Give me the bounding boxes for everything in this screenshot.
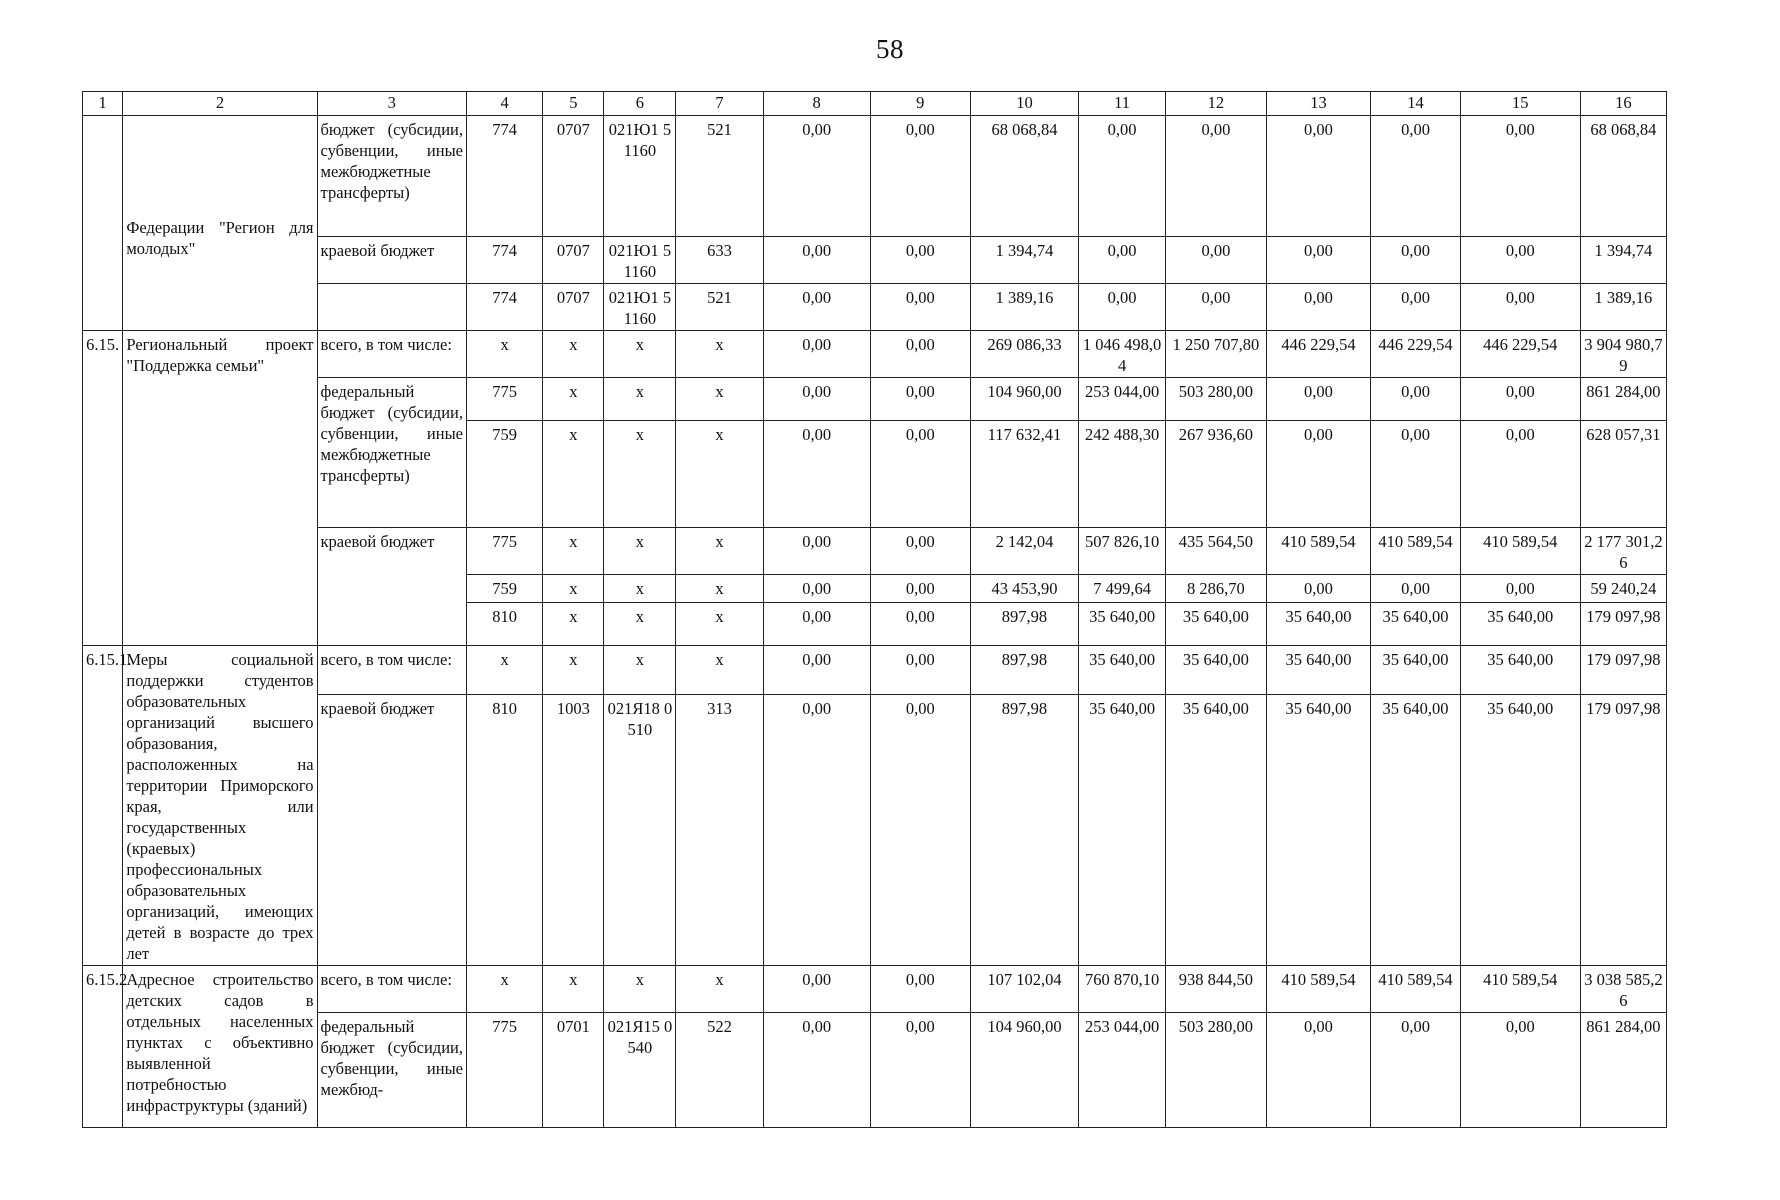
cell-c4: x bbox=[466, 966, 542, 1013]
cell-c6: x bbox=[604, 528, 676, 575]
row-index bbox=[83, 116, 123, 331]
cell-c12: 503 280,00 bbox=[1166, 1013, 1266, 1128]
cell-c8: 0,00 bbox=[763, 331, 870, 378]
cell-c14: 410 589,54 bbox=[1371, 966, 1460, 1013]
column-header: 4 bbox=[466, 92, 542, 116]
cell-c10: 269 086,33 bbox=[970, 331, 1078, 378]
funding-source: всего, в том числе: bbox=[317, 331, 466, 378]
cell-c12: 35 640,00 bbox=[1166, 646, 1266, 695]
cell-c16: 179 097,98 bbox=[1580, 695, 1666, 966]
cell-c15: 35 640,00 bbox=[1460, 603, 1580, 646]
cell-c15: 0,00 bbox=[1460, 575, 1580, 603]
cell-c6: 021Ю1 51160 bbox=[604, 237, 676, 284]
cell-c5: x bbox=[543, 646, 604, 695]
cell-c11: 35 640,00 bbox=[1078, 603, 1165, 646]
cell-c7: x bbox=[676, 966, 763, 1013]
cell-c5: 0707 bbox=[543, 116, 604, 237]
column-header: 9 bbox=[870, 92, 970, 116]
cell-c16: 628 057,31 bbox=[1580, 421, 1666, 528]
cell-c5: x bbox=[543, 331, 604, 378]
table-row bbox=[83, 695, 1667, 966]
cell-c14: 410 589,54 bbox=[1371, 528, 1460, 575]
cell-c11: 0,00 bbox=[1078, 237, 1165, 284]
cell-c16: 3 904 980,79 bbox=[1580, 331, 1666, 378]
cell-c11: 760 870,10 bbox=[1078, 966, 1165, 1013]
funding-source: федеральный бюджет (субсидии, субвенции, иные межбюд- bbox=[317, 1013, 466, 1128]
cell-c13: 446 229,54 bbox=[1266, 331, 1371, 378]
cell-c15: 446 229,54 bbox=[1460, 331, 1580, 378]
cell-c4: x bbox=[466, 646, 542, 695]
cell-c8: 0,00 bbox=[763, 421, 870, 528]
cell-c12: 435 564,50 bbox=[1166, 528, 1266, 575]
cell-c16: 2 177 301,26 bbox=[1580, 528, 1666, 575]
cell-c16: 861 284,00 bbox=[1580, 378, 1666, 421]
table-row bbox=[83, 966, 1667, 1013]
cell-c13: 0,00 bbox=[1266, 1013, 1371, 1128]
cell-c11: 7 499,64 bbox=[1078, 575, 1165, 603]
cell-c14: 0,00 bbox=[1371, 575, 1460, 603]
funding-source: краевой бюджет bbox=[317, 528, 466, 646]
cell-c12: 267 936,60 bbox=[1166, 421, 1266, 528]
cell-c9: 0,00 bbox=[870, 421, 970, 528]
cell-c12: 35 640,00 bbox=[1166, 695, 1266, 966]
cell-c5: 0707 bbox=[543, 237, 604, 284]
cell-c15: 0,00 bbox=[1460, 284, 1580, 331]
cell-c14: 0,00 bbox=[1371, 378, 1460, 421]
cell-c7: 313 bbox=[676, 695, 763, 966]
cell-c6: x bbox=[604, 603, 676, 646]
cell-c11: 242 488,30 bbox=[1078, 421, 1165, 528]
cell-c9: 0,00 bbox=[870, 1013, 970, 1128]
cell-c6: x bbox=[604, 646, 676, 695]
cell-c8: 0,00 bbox=[763, 603, 870, 646]
cell-c8: 0,00 bbox=[763, 528, 870, 575]
cell-c12: 1 250 707,80 bbox=[1166, 331, 1266, 378]
cell-c14: 0,00 bbox=[1371, 116, 1460, 237]
cell-c4: 775 bbox=[466, 528, 542, 575]
cell-c13: 0,00 bbox=[1266, 237, 1371, 284]
cell-c15: 410 589,54 bbox=[1460, 966, 1580, 1013]
cell-c10: 68 068,84 bbox=[970, 116, 1078, 237]
cell-c7: x bbox=[676, 378, 763, 421]
cell-c16: 1 394,74 bbox=[1580, 237, 1666, 284]
cell-c9: 0,00 bbox=[870, 695, 970, 966]
cell-c15: 0,00 bbox=[1460, 116, 1580, 237]
cell-c12: 35 640,00 bbox=[1166, 603, 1266, 646]
cell-c9: 0,00 bbox=[870, 284, 970, 331]
table-row bbox=[83, 331, 1667, 378]
cell-c9: 0,00 bbox=[870, 966, 970, 1013]
cell-c6: x bbox=[604, 378, 676, 421]
cell-c12: 0,00 bbox=[1166, 284, 1266, 331]
cell-c4: 774 bbox=[466, 237, 542, 284]
cell-c7: x bbox=[676, 603, 763, 646]
cell-c8: 0,00 bbox=[763, 378, 870, 421]
cell-c8: 0,00 bbox=[763, 237, 870, 284]
column-header: 14 bbox=[1371, 92, 1460, 116]
row-name: Меры социальной поддержки студентов образовательных организаций высшего образования, расположенных на территории Приморского края, или государственных (краевых) профессиональных образовательных организаций, имеющих детей в возрасте до трех лет bbox=[123, 646, 317, 966]
cell-c8: 0,00 bbox=[763, 695, 870, 966]
cell-c9: 0,00 bbox=[870, 528, 970, 575]
cell-c5: x bbox=[543, 528, 604, 575]
column-header: 10 bbox=[970, 92, 1078, 116]
cell-c12: 503 280,00 bbox=[1166, 378, 1266, 421]
table-row bbox=[83, 1013, 1667, 1128]
cell-c5: 1003 bbox=[543, 695, 604, 966]
cell-c8: 0,00 bbox=[763, 1013, 870, 1128]
row-name: Федерации "Регион для молодых" bbox=[123, 116, 317, 331]
cell-c5: 0707 bbox=[543, 284, 604, 331]
cell-c5: x bbox=[543, 966, 604, 1013]
column-header: 2 bbox=[123, 92, 317, 116]
cell-c16: 59 240,24 bbox=[1580, 575, 1666, 603]
cell-c16: 861 284,00 bbox=[1580, 1013, 1666, 1128]
cell-c15: 35 640,00 bbox=[1460, 695, 1580, 966]
cell-c14: 35 640,00 bbox=[1371, 695, 1460, 966]
cell-c10: 897,98 bbox=[970, 646, 1078, 695]
cell-c10: 1 389,16 bbox=[970, 284, 1078, 331]
cell-c10: 897,98 bbox=[970, 603, 1078, 646]
cell-c13: 0,00 bbox=[1266, 378, 1371, 421]
cell-c10: 104 960,00 bbox=[970, 1013, 1078, 1128]
cell-c5: 0701 bbox=[543, 1013, 604, 1128]
cell-c13: 0,00 bbox=[1266, 284, 1371, 331]
cell-c13: 35 640,00 bbox=[1266, 603, 1371, 646]
cell-c13: 410 589,54 bbox=[1266, 528, 1371, 575]
cell-c15: 0,00 bbox=[1460, 421, 1580, 528]
cell-c10: 117 632,41 bbox=[970, 421, 1078, 528]
row-index: 6.15.1. bbox=[83, 646, 123, 966]
cell-c10: 43 453,90 bbox=[970, 575, 1078, 603]
cell-c5: x bbox=[543, 575, 604, 603]
cell-c15: 0,00 bbox=[1460, 378, 1580, 421]
cell-c7: x bbox=[676, 528, 763, 575]
cell-c11: 35 640,00 bbox=[1078, 695, 1165, 966]
table-row bbox=[83, 528, 1667, 575]
budget-table bbox=[82, 91, 1667, 1128]
cell-c7: 521 bbox=[676, 284, 763, 331]
column-header: 16 bbox=[1580, 92, 1666, 116]
funding-source: всего, в том числе: bbox=[317, 966, 466, 1013]
cell-c16: 179 097,98 bbox=[1580, 603, 1666, 646]
cell-c11: 1 046 498,04 bbox=[1078, 331, 1165, 378]
cell-c12: 0,00 bbox=[1166, 237, 1266, 284]
cell-c13: 35 640,00 bbox=[1266, 695, 1371, 966]
table-row bbox=[83, 116, 1667, 237]
cell-c9: 0,00 bbox=[870, 378, 970, 421]
cell-c4: 774 bbox=[466, 284, 542, 331]
cell-c4: 810 bbox=[466, 695, 542, 966]
funding-source: краевой бюджет bbox=[317, 237, 466, 284]
cell-c11: 253 044,00 bbox=[1078, 378, 1165, 421]
cell-c16: 179 097,98 bbox=[1580, 646, 1666, 695]
column-header: 11 bbox=[1078, 92, 1165, 116]
cell-c16: 68 068,84 bbox=[1580, 116, 1666, 237]
cell-c4: 759 bbox=[466, 421, 542, 528]
cell-c16: 1 389,16 bbox=[1580, 284, 1666, 331]
column-header: 15 bbox=[1460, 92, 1580, 116]
cell-c6: x bbox=[604, 421, 676, 528]
cell-c9: 0,00 bbox=[870, 646, 970, 695]
cell-c10: 2 142,04 bbox=[970, 528, 1078, 575]
cell-c15: 410 589,54 bbox=[1460, 528, 1580, 575]
cell-c11: 35 640,00 bbox=[1078, 646, 1165, 695]
cell-c9: 0,00 bbox=[870, 603, 970, 646]
cell-c9: 0,00 bbox=[870, 237, 970, 284]
column-header: 6 bbox=[604, 92, 676, 116]
cell-c6: x bbox=[604, 966, 676, 1013]
cell-c4: 775 bbox=[466, 1013, 542, 1128]
cell-c14: 0,00 bbox=[1371, 421, 1460, 528]
cell-c10: 107 102,04 bbox=[970, 966, 1078, 1013]
cell-c11: 0,00 bbox=[1078, 284, 1165, 331]
page-number: 58 bbox=[876, 34, 904, 64]
row-index: 6.15.2 bbox=[83, 966, 123, 1128]
row-index: 6.15. bbox=[83, 331, 123, 646]
cell-c8: 0,00 bbox=[763, 284, 870, 331]
cell-c4: 810 bbox=[466, 603, 542, 646]
cell-c11: 507 826,10 bbox=[1078, 528, 1165, 575]
cell-c11: 253 044,00 bbox=[1078, 1013, 1165, 1128]
cell-c15: 35 640,00 bbox=[1460, 646, 1580, 695]
cell-c13: 0,00 bbox=[1266, 575, 1371, 603]
column-header: 1 bbox=[83, 92, 123, 116]
cell-c7: 522 bbox=[676, 1013, 763, 1128]
funding-source: бюджет (субсидии, субвенции, иные межбюджетные трансферты) bbox=[317, 116, 466, 237]
cell-c7: x bbox=[676, 421, 763, 528]
cell-c5: x bbox=[543, 378, 604, 421]
cell-c14: 35 640,00 bbox=[1371, 646, 1460, 695]
cell-c4: 775 bbox=[466, 378, 542, 421]
cell-c7: x bbox=[676, 575, 763, 603]
cell-c13: 0,00 bbox=[1266, 421, 1371, 528]
table-row bbox=[83, 378, 1667, 421]
cell-c15: 0,00 bbox=[1460, 1013, 1580, 1128]
cell-c15: 0,00 bbox=[1460, 237, 1580, 284]
cell-c14: 35 640,00 bbox=[1371, 603, 1460, 646]
cell-c7: 521 bbox=[676, 116, 763, 237]
cell-c4: 759 bbox=[466, 575, 542, 603]
cell-c8: 0,00 bbox=[763, 116, 870, 237]
cell-c9: 0,00 bbox=[870, 331, 970, 378]
cell-c8: 0,00 bbox=[763, 646, 870, 695]
cell-c7: x bbox=[676, 331, 763, 378]
cell-c13: 35 640,00 bbox=[1266, 646, 1371, 695]
cell-c12: 8 286,70 bbox=[1166, 575, 1266, 603]
cell-c7: 633 bbox=[676, 237, 763, 284]
cell-c10: 104 960,00 bbox=[970, 378, 1078, 421]
cell-c13: 0,00 bbox=[1266, 116, 1371, 237]
row-name: Адресное строительство детских садов в отдельных населенных пунктах с объективно выявленной потребностью инфраструктуры (зданий) bbox=[123, 966, 317, 1128]
cell-c10: 1 394,74 bbox=[970, 237, 1078, 284]
cell-c7: x bbox=[676, 646, 763, 695]
column-header: 8 bbox=[763, 92, 870, 116]
cell-c6: x bbox=[604, 331, 676, 378]
table-row bbox=[83, 284, 1667, 331]
cell-c9: 0,00 bbox=[870, 575, 970, 603]
funding-source bbox=[317, 284, 466, 331]
cell-c12: 938 844,50 bbox=[1166, 966, 1266, 1013]
cell-c5: x bbox=[543, 603, 604, 646]
funding-source: всего, в том числе: bbox=[317, 646, 466, 695]
column-header: 5 bbox=[543, 92, 604, 116]
column-header: 12 bbox=[1166, 92, 1266, 116]
cell-c10: 897,98 bbox=[970, 695, 1078, 966]
cell-c5: x bbox=[543, 421, 604, 528]
row-name: Региональный проект "Поддержка семьи" bbox=[123, 331, 317, 646]
cell-c12: 0,00 bbox=[1166, 116, 1266, 237]
cell-c6: 021Я18 0510 bbox=[604, 695, 676, 966]
cell-c14: 0,00 bbox=[1371, 1013, 1460, 1128]
funding-source: федеральный бюджет (субсидии, субвенции, иные межбюджетные трансферты) bbox=[317, 378, 466, 528]
cell-c14: 0,00 bbox=[1371, 284, 1460, 331]
cell-c6: 021Ю1 51160 bbox=[604, 284, 676, 331]
cell-c6: x bbox=[604, 575, 676, 603]
cell-c13: 410 589,54 bbox=[1266, 966, 1371, 1013]
cell-c11: 0,00 bbox=[1078, 116, 1165, 237]
table-row bbox=[83, 646, 1667, 695]
cell-c9: 0,00 bbox=[870, 116, 970, 237]
cell-c4: x bbox=[466, 331, 542, 378]
cell-c14: 0,00 bbox=[1371, 237, 1460, 284]
column-header: 7 bbox=[676, 92, 763, 116]
cell-c4: 774 bbox=[466, 116, 542, 237]
funding-source: краевой бюджет bbox=[317, 695, 466, 966]
cell-c6: 021Ю1 51160 bbox=[604, 116, 676, 237]
column-header: 3 bbox=[317, 92, 466, 116]
column-number-row bbox=[83, 92, 1667, 116]
column-header: 13 bbox=[1266, 92, 1371, 116]
table-row bbox=[83, 237, 1667, 284]
cell-c8: 0,00 bbox=[763, 966, 870, 1013]
cell-c6: 021Я15 0540 bbox=[604, 1013, 676, 1128]
cell-c8: 0,00 bbox=[763, 575, 870, 603]
cell-c14: 446 229,54 bbox=[1371, 331, 1460, 378]
cell-c16: 3 038 585,26 bbox=[1580, 966, 1666, 1013]
